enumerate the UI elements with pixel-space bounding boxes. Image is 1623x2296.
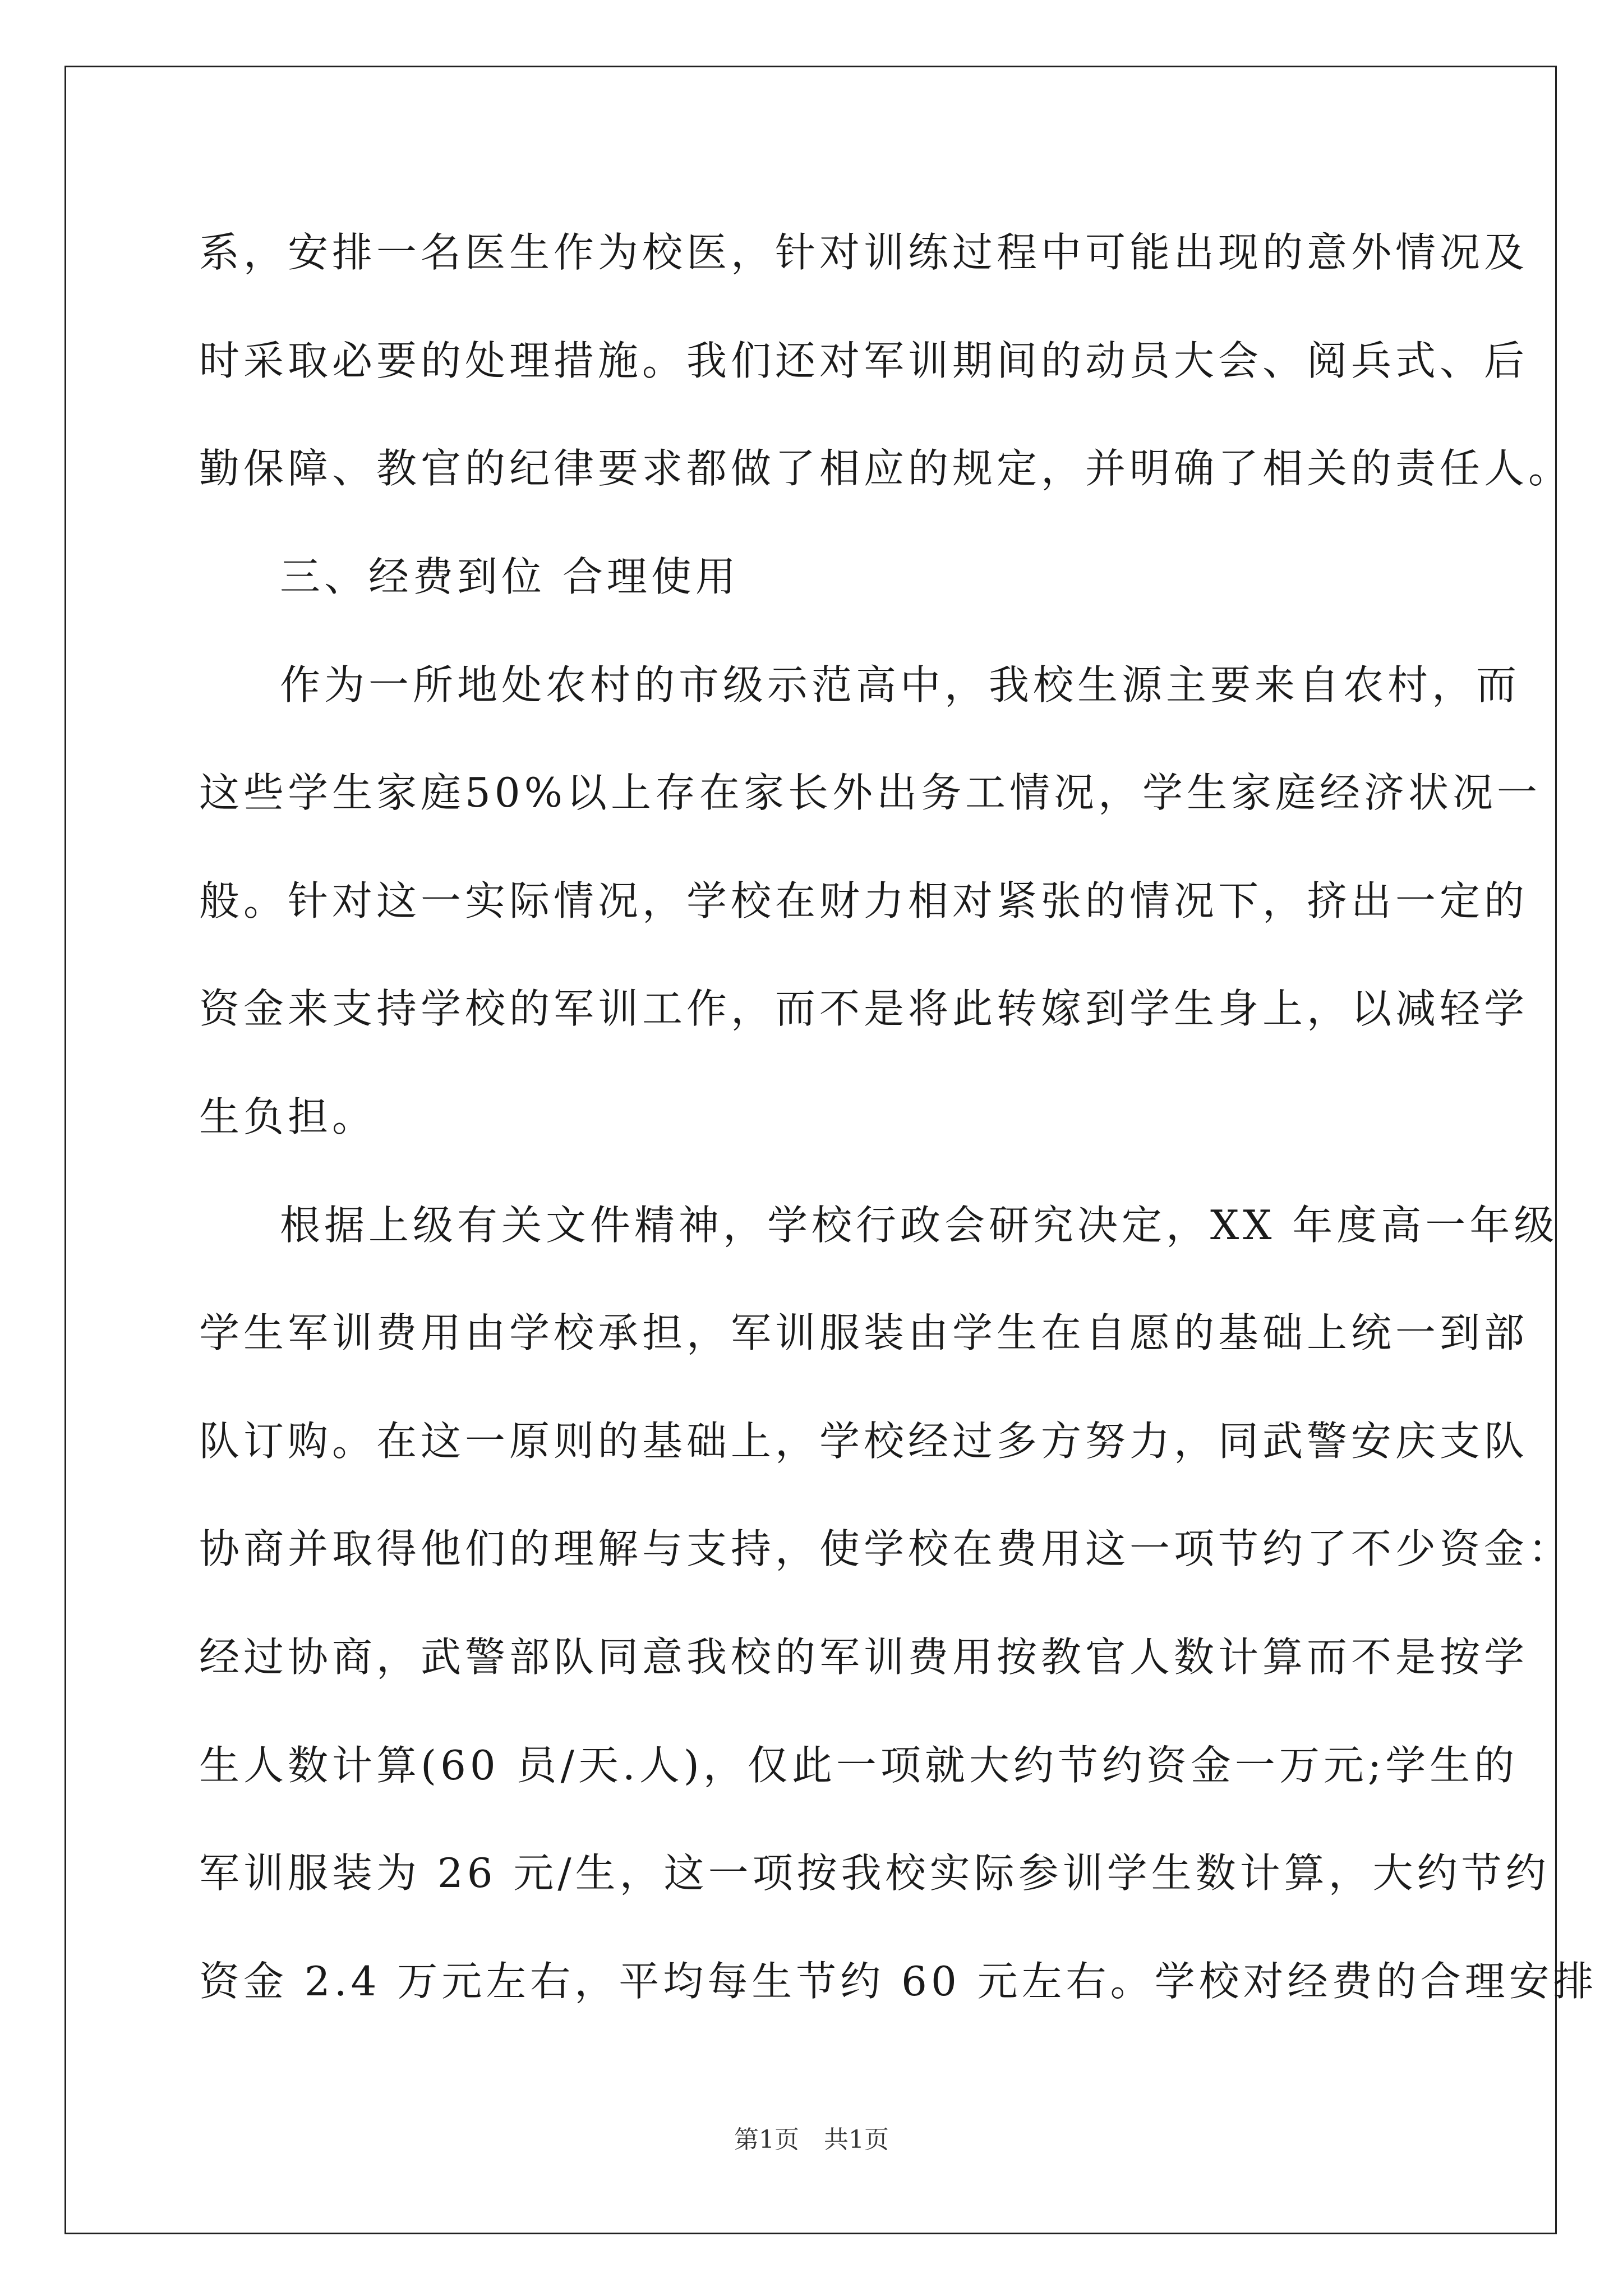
page-number: 第1页 共1页 [734,2125,889,2154]
body-line-10: 根据上级有关文件精神，学校行政会研究决定，XX 年度高一年级 [280,1202,1559,1249]
body-line-15: 生人数计算(60 员/天.人)，仅此一项就大约节约资金一万元;学生的 [199,1742,1519,1789]
body-line-9: 生负担。 [199,1093,377,1140]
body-line-12: 队订购。在这一原则的基础上，学校经过多方努力，同武警安庆支队 [199,1418,1529,1465]
body-line-7: 般。针对这一实际情况，学校在财力相对紧张的情况下，挤出一定的 [199,877,1529,924]
body-line-17: 资金 2.4 万元左右，平均每生节约 60 元左右。学校对经费的合理安排 [199,1958,1598,2005]
body-line-11: 学生军训费用由学校承担，军训服装由学生在自愿的基础上统一到部 [199,1309,1529,1356]
body-line-2: 时采取必要的处理措施。我们还对军训期间的动员大会、阅兵式、后 [199,337,1529,384]
body-line-6: 这些学生家庭50%以上存在家长外出务工情况，学生家庭经济状况一 [199,769,1542,816]
body-line-8: 资金来支持学校的军训工作，而不是将此转嫁到学生身上，以减轻学 [199,985,1529,1032]
body-line-14: 经过协商，武警部队同意我校的军训费用按教官人数计算而不是按学 [199,1634,1529,1681]
body-line-16: 军训服装为 26 元/生，这一项按我校实际参训学生数计算，大约节约 [199,1849,1550,1897]
section-heading: 三、经费到位 合理使用 [280,553,740,600]
body-line-13: 协商并取得他们的理解与支持，使学校在费用这一项节约了不少资金： [199,1525,1573,1572]
body-line-3: 勤保障、教官的纪律要求都做了相应的规定，并明确了相关的责任人。 [199,445,1573,492]
body-line-1: 系，安排一名医生作为校医，针对训练过程中可能出现的意外情况及 [199,229,1529,276]
body-line-5: 作为一所地处农村的市级示范高中，我校生源主要来自农村，而 [280,661,1521,708]
